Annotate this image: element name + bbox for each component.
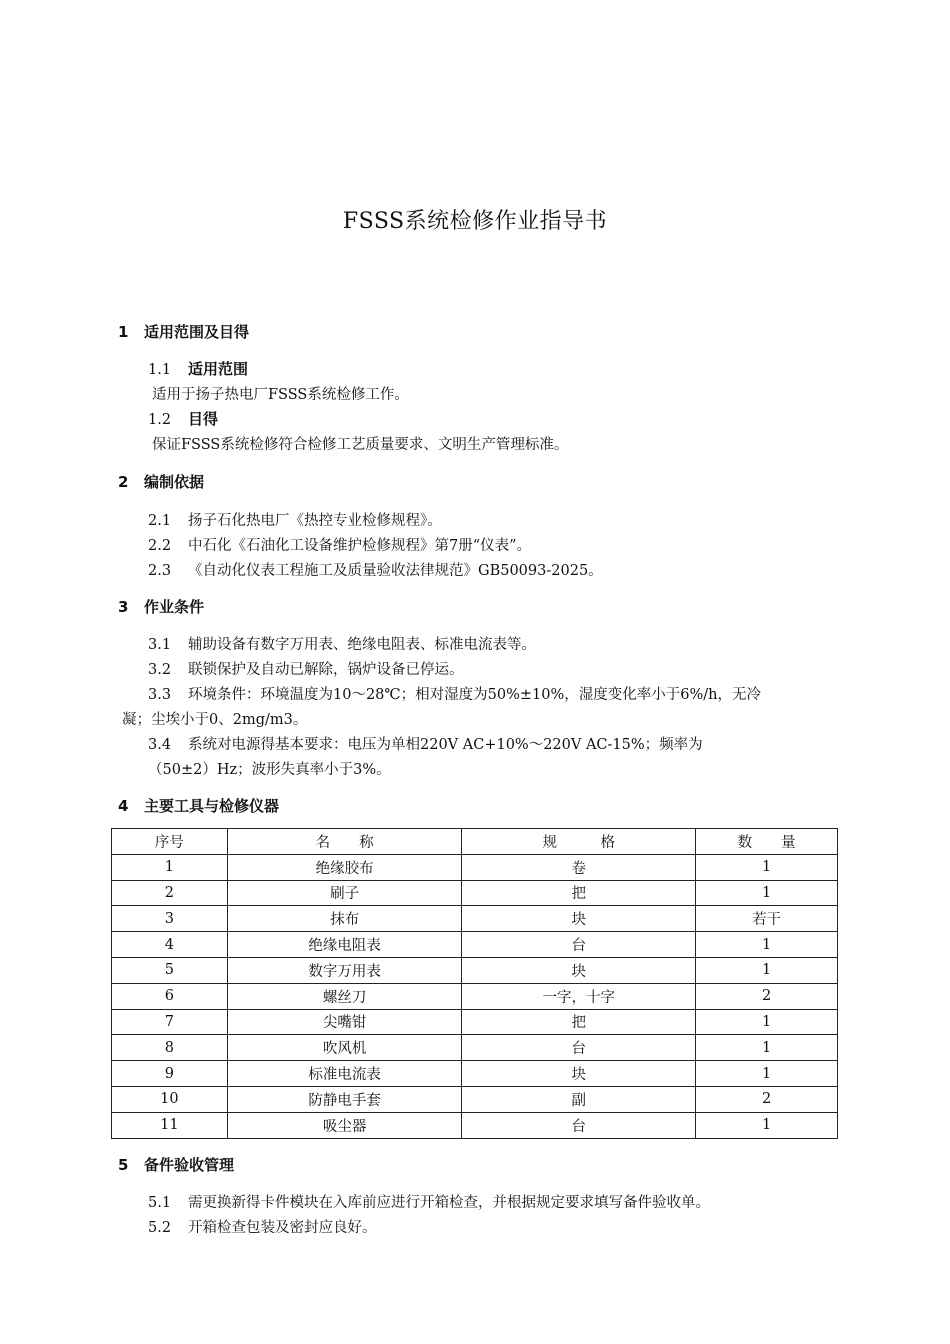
subsection-title: 适用范围 — [188, 360, 249, 378]
table-row — [112, 1035, 838, 1061]
table-row — [112, 1086, 838, 1112]
table-cell: 1 — [696, 880, 838, 906]
table-row — [112, 957, 838, 983]
table-cell: 尖嘴钳 — [227, 1009, 462, 1035]
section-5-heading — [118, 1154, 234, 1175]
header-cell: 数 量 — [696, 829, 838, 855]
item-number: 3.2 — [148, 662, 172, 678]
table-cell: 若干 — [696, 906, 838, 932]
table-cell: 把 — [462, 1009, 696, 1035]
table-cell: 台 — [462, 1035, 696, 1061]
list-item — [148, 633, 536, 654]
table-cell: 1 — [696, 1112, 838, 1138]
table-cell: 1 — [696, 1061, 838, 1087]
section-title: 备件验收管理 — [144, 1156, 235, 1174]
table-cell: 台 — [462, 1112, 696, 1138]
table-cell: 1 — [696, 932, 838, 958]
list-item — [148, 733, 703, 754]
table-cell: 块 — [462, 1061, 696, 1087]
table-cell: 标准电流表 — [227, 1061, 462, 1087]
section-title: 作业条件 — [144, 598, 205, 616]
table-row — [112, 1061, 838, 1087]
subsection-number: 1.1 — [148, 362, 172, 378]
list-item — [148, 509, 442, 530]
item-text: 联锁保护及自动已解除，锅炉设备已停运。 — [188, 662, 464, 678]
item-text: 中石化《石油化工设备维护检修规程》第7册“仪表”。 — [188, 538, 532, 554]
subsection-1-1-text: 适用于扬子热电厂FSSS系统检修工作。 — [152, 387, 409, 403]
item-number: 5.1 — [148, 1195, 172, 1211]
item-text: 开箱检查包装及密封应良好。 — [188, 1220, 377, 1236]
subsection-1-2-text: 保证FSSS系统检修符合检修工艺质量要求、文明生产管理标准。 — [152, 437, 569, 453]
item-number: 3.4 — [148, 737, 172, 753]
table-row — [112, 880, 838, 906]
subsection-1-1-heading — [148, 358, 248, 379]
section-number: 1 — [118, 323, 129, 341]
table-cell: 1 — [696, 957, 838, 983]
section-number: 4 — [118, 797, 129, 815]
section-number: 3 — [118, 598, 129, 616]
table-cell: 1 — [696, 854, 838, 880]
table-cell: 块 — [462, 906, 696, 932]
section-title: 主要工具与检修仪器 — [144, 797, 280, 815]
section-3-heading — [118, 596, 204, 617]
list-item — [148, 658, 464, 679]
table-cell: 副 — [462, 1086, 696, 1112]
list-item — [148, 559, 603, 580]
table-row — [112, 906, 838, 932]
table-row — [112, 1009, 838, 1035]
table-cell: 6 — [112, 983, 228, 1009]
table-cell: 数字万用表 — [227, 957, 462, 983]
document-title: FSSS系统检修作业指导书 — [342, 209, 608, 234]
table-cell: 10 — [112, 1086, 228, 1112]
subsection-title: 目得 — [188, 410, 219, 428]
table-cell: 8 — [112, 1035, 228, 1061]
header-cell: 序号 — [112, 829, 228, 855]
table-cell: 抹布 — [227, 906, 462, 932]
table-cell: 防静电手套 — [227, 1086, 462, 1112]
subsection-1-2-heading — [148, 408, 218, 429]
item-number: 2.1 — [148, 513, 172, 529]
section-title: 编制依据 — [144, 473, 205, 491]
item-text: 环境条件：环境温度为10～28℃；相对湿度为50%±10%，湿度变化率小于6%/h，无冷 — [188, 687, 761, 703]
table-cell: 1 — [696, 1009, 838, 1035]
table-row — [112, 1112, 838, 1138]
section-title: 适用范围及目得 — [144, 323, 250, 341]
table-cell: 7 — [112, 1009, 228, 1035]
table-cell: 2 — [696, 1086, 838, 1112]
table-cell: 卷 — [462, 854, 696, 880]
list-item — [148, 1191, 710, 1212]
table-cell: 1 — [696, 1035, 838, 1061]
tools-table — [111, 828, 838, 1139]
table-cell: 块 — [462, 957, 696, 983]
list-item — [148, 534, 531, 555]
section-4-heading — [118, 795, 279, 816]
section-number: 5 — [118, 1156, 129, 1174]
table-row — [112, 854, 838, 880]
table-cell: 绝缘胶布 — [227, 854, 462, 880]
table-cell: 4 — [112, 932, 228, 958]
table-cell: 9 — [112, 1061, 228, 1087]
table-cell: 2 — [696, 983, 838, 1009]
item-number: 2.3 — [148, 563, 172, 579]
item-number: 3.1 — [148, 637, 172, 653]
table-row — [112, 932, 838, 958]
table-cell: 螺丝刀 — [227, 983, 462, 1009]
table-header-row — [112, 829, 838, 855]
table-cell: 吹风机 — [227, 1035, 462, 1061]
list-item — [148, 683, 761, 704]
table-cell: 一字，十字 — [462, 983, 696, 1009]
item-number: 5.2 — [148, 1220, 172, 1236]
section-number: 2 — [118, 473, 129, 491]
table-cell: 3 — [112, 906, 228, 932]
item-continuation: 凝；尘埃小于0、2mg/m3。 — [122, 712, 308, 728]
section-2-heading — [118, 471, 204, 492]
item-continuation: （50±2）Hz；波形失真率小于3%。 — [148, 762, 391, 778]
table-row — [112, 983, 838, 1009]
table-cell: 1 — [112, 854, 228, 880]
table-cell: 5 — [112, 957, 228, 983]
item-text: 辅助设备有数字万用表、绝缘电阻表、标准电流表等。 — [188, 637, 536, 653]
item-number: 3.3 — [148, 687, 172, 703]
header-cell: 规 格 — [462, 829, 696, 855]
table-cell: 2 — [112, 880, 228, 906]
table-cell: 11 — [112, 1112, 228, 1138]
list-item — [148, 1216, 377, 1237]
header-cell: 名 称 — [227, 829, 462, 855]
item-text: 系统对电源得基本要求：电压为单相220V AC+10%～220V AC-15%；频率为 — [188, 737, 703, 753]
item-text: 需更换新得卡件模块在入库前应进行开箱检查，并根据规定要求填写备件验收单。 — [188, 1195, 710, 1211]
subsection-number: 1.2 — [148, 412, 172, 428]
section-1-heading — [118, 321, 249, 342]
table-cell: 台 — [462, 932, 696, 958]
item-text: 扬子石化热电厂《热控专业检修规程》。 — [188, 513, 442, 529]
table-cell: 吸尘器 — [227, 1112, 462, 1138]
table-cell: 把 — [462, 880, 696, 906]
table-cell: 绝缘电阻表 — [227, 932, 462, 958]
item-number: 2.2 — [148, 538, 172, 554]
table-cell: 刷子 — [227, 880, 462, 906]
item-text: 《自动化仪表工程施工及质量验收法律规范》GB50093-2025。 — [188, 563, 603, 579]
